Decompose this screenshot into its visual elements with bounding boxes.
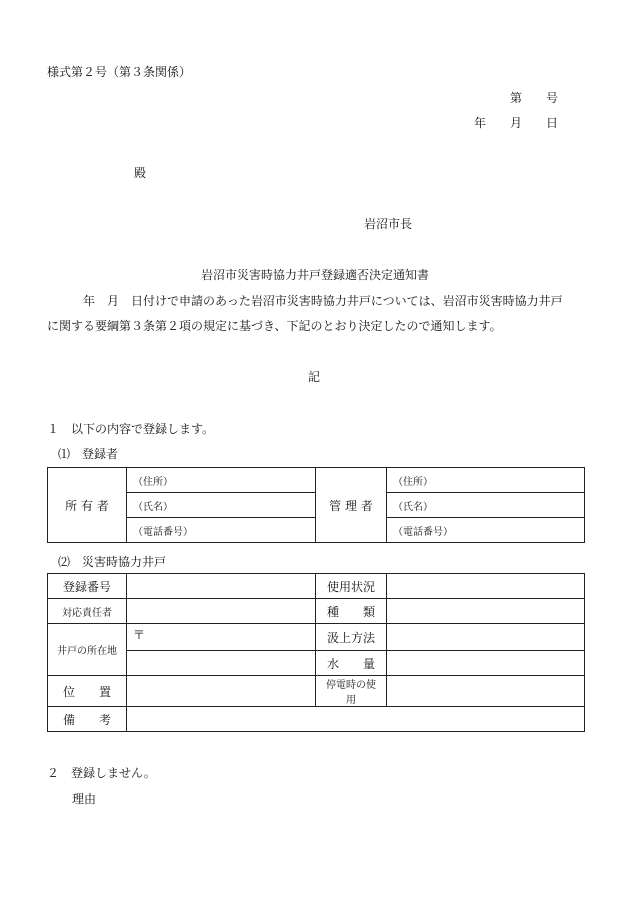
location-label: 井戸の所在地 [48, 624, 127, 676]
subsection-well: ⑵ 災害時協力井戸 [58, 555, 167, 569]
owner-label: 所 有 者 [48, 468, 127, 543]
reason-label: 理由 [72, 792, 97, 806]
type-value [387, 599, 585, 624]
reg-no-label: 登録番号 [48, 574, 127, 599]
issuer: 岩沼市長 [364, 217, 413, 231]
volume-value [387, 651, 585, 676]
volume-label: 水 量 [316, 651, 387, 676]
pump-label: 汲上方法 [316, 624, 387, 651]
owner-address: （住所） [127, 468, 316, 493]
location-value [127, 651, 316, 676]
reg-no-value [127, 574, 316, 599]
manager-label: 管 理 者 [316, 468, 387, 543]
manager-phone: （電話番号） [387, 518, 585, 543]
manager-name: （氏名） [387, 493, 585, 518]
remarks-label: 備 考 [48, 707, 127, 732]
registrant-table [47, 467, 585, 543]
position-label: 位 置 [48, 676, 127, 707]
addressee-suffix: 殿 [134, 166, 147, 180]
issue-date: 年 月 日 [474, 116, 559, 130]
blackout-value [387, 676, 585, 707]
usage-value [387, 574, 585, 599]
remarks-value [127, 707, 585, 732]
pump-value [387, 624, 585, 651]
item-2: ２ 登録しません。 [47, 766, 156, 780]
postal-mark: 〒 [127, 624, 316, 651]
owner-phone: （電話番号） [127, 518, 316, 543]
manager-address: （住所） [387, 468, 585, 493]
subsection-registrant: ⑴ 登録者 [58, 447, 119, 461]
form-number: 様式第２号（第３条関係） [47, 65, 192, 79]
contact-value [127, 599, 316, 624]
ki-heading: 記 [308, 370, 321, 384]
position-value [127, 676, 316, 707]
usage-label: 使用状況 [316, 574, 387, 599]
item-1: １ 以下の内容で登録します。 [47, 422, 215, 436]
owner-name: （氏名） [127, 493, 316, 518]
well-table [47, 573, 585, 732]
document-title: 岩沼市災害時協力井戸登録適否決定通知書 [201, 268, 430, 282]
contact-label: 対応責任者 [48, 599, 127, 624]
body-line-2: に関する要綱第３条第２項の規定に基づき、下記のとおり決定したので通知します。 [47, 319, 502, 333]
type-label: 種 類 [316, 599, 387, 624]
body-line-1: 年 月 日付けで申請のあった岩沼市災害時協力井戸については、岩沼市災害時協力井戸 [83, 294, 563, 308]
document-number: 第 号 [510, 91, 559, 105]
blackout-label: 停電時の使用 [316, 676, 387, 707]
